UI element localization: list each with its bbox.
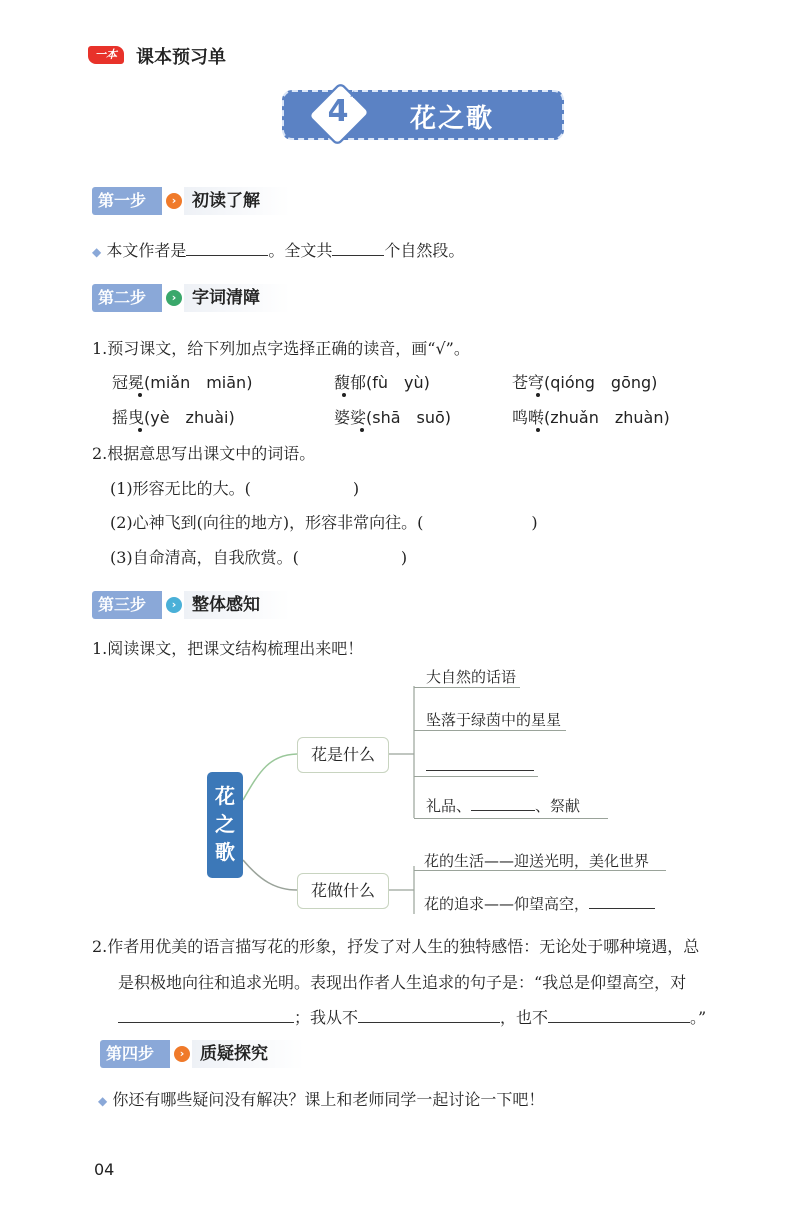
text-segment: ，也不 xyxy=(500,1008,549,1027)
step3-q2-line3 xyxy=(118,1005,706,1028)
mindmap-leaf: 花的生活——迎送光明，美化世界 xyxy=(424,852,650,870)
leaf-underline xyxy=(414,687,520,688)
diamond-icon: ◆ xyxy=(98,1094,108,1108)
text-segment: 、祭献 xyxy=(535,797,581,815)
step-label: 字词清障 xyxy=(184,284,290,312)
answer-blank[interactable] xyxy=(358,1006,500,1023)
text-segment: 。” xyxy=(690,1008,707,1027)
answer-blank[interactable] xyxy=(548,1006,690,1023)
step3-q2-line2: 是积极地向往和追求光明。表现出作者人生追求的句子是：“我总是仰望高空，对 xyxy=(118,973,687,992)
text-segment: 你还有哪些疑问没有解决？课上和老师同学一起讨论一下吧！ xyxy=(112,1090,545,1109)
text-segment: (3)自命清高，自我欣赏。( xyxy=(110,548,299,567)
step3-q2-line1: 2.作者用优美的语言描写花的形象，抒发了对人生的独特感悟：无论处于哪种境遇，总 xyxy=(92,937,700,956)
mindmap-branch-do: 花做什么 xyxy=(297,873,389,909)
text-segment: (2)心神飞到(向往的地方)，形容非常向往。( xyxy=(110,513,424,532)
answer-blank[interactable] xyxy=(471,796,535,811)
diamond-icon: ◆ xyxy=(92,245,102,259)
text-segment: 花的追求——仰望高空， xyxy=(424,895,590,913)
pinyin-item[interactable]: 苍穹(qióng gōng) xyxy=(512,373,658,392)
step-tag: 第三步 xyxy=(92,591,162,619)
leaf-underline xyxy=(414,818,608,819)
chevron-right-icon: › xyxy=(166,290,182,306)
lesson-number: 4 xyxy=(327,94,349,129)
text-segment: 本文作者是 xyxy=(106,241,187,260)
pinyin-item[interactable]: 婆娑(shā suō) xyxy=(334,408,452,427)
chevron-right-icon: › xyxy=(166,193,182,209)
mindmap-leaf xyxy=(426,795,580,816)
text-segment: ) xyxy=(531,513,538,532)
leaf-underline xyxy=(414,730,566,731)
step-tag: 第一步 xyxy=(92,187,162,215)
text-segment: (1)形容无比的大。( xyxy=(110,479,251,498)
text-segment: ；我从不 xyxy=(294,1008,359,1027)
step2-q1: 1.预习课文，给下列加点字选择正确的读音，画“√”。 xyxy=(92,339,470,358)
text-segment: 个自然段。 xyxy=(384,241,465,260)
step-label: 质疑探究 xyxy=(192,1040,304,1068)
step3-q1: 1.阅读课文，把课文结构梳理出来吧！ xyxy=(92,639,364,658)
header-title: 课本预习单 xyxy=(136,47,226,68)
leaf-underline xyxy=(414,870,666,871)
step-label: 初读了解 xyxy=(184,187,290,215)
answer-blank[interactable] xyxy=(426,770,534,771)
pinyin-item[interactable]: 冠冕(miǎn miān) xyxy=(112,373,253,392)
answer-blank[interactable] xyxy=(589,894,655,909)
step2-q2: 2.根据意思写出课文中的词语。 xyxy=(92,444,316,463)
step-label: 整体感知 xyxy=(184,591,290,619)
chevron-right-icon: › xyxy=(174,1046,190,1062)
brand-logo: 一本 xyxy=(88,46,124,64)
mindmap-leaf xyxy=(424,893,655,914)
text-segment: 。全文共 xyxy=(268,241,333,260)
chevron-right-icon: › xyxy=(166,597,182,613)
leaf-underline xyxy=(414,776,538,777)
pinyin-item[interactable]: 摇曳(yè zhuài) xyxy=(112,408,235,427)
text-segment: ) xyxy=(400,548,408,567)
lesson-star: * xyxy=(350,90,358,106)
text-segment: ) xyxy=(352,479,360,498)
pinyin-item[interactable]: 馥郁(fù yù) xyxy=(334,373,430,392)
step4-question xyxy=(98,1087,544,1110)
text-segment: 礼品、 xyxy=(426,797,472,815)
mindmap-leaf: 坠落于绿茵中的星星 xyxy=(426,711,562,729)
mindmap-leaf: 大自然的话语 xyxy=(426,668,517,686)
page-number: 04 xyxy=(94,1160,115,1179)
lesson-title: 花之歌 xyxy=(410,104,495,134)
pinyin-item[interactable]: 鸣啭(zhuǎn zhuàn) xyxy=(512,408,670,427)
mindmap-branch-what: 花是什么 xyxy=(297,737,389,773)
answer-blank[interactable] xyxy=(118,1006,294,1023)
step-tag: 第二步 xyxy=(92,284,162,312)
step-tag: 第四步 xyxy=(100,1040,170,1068)
mindmap-root: 花之歌 xyxy=(207,772,243,878)
